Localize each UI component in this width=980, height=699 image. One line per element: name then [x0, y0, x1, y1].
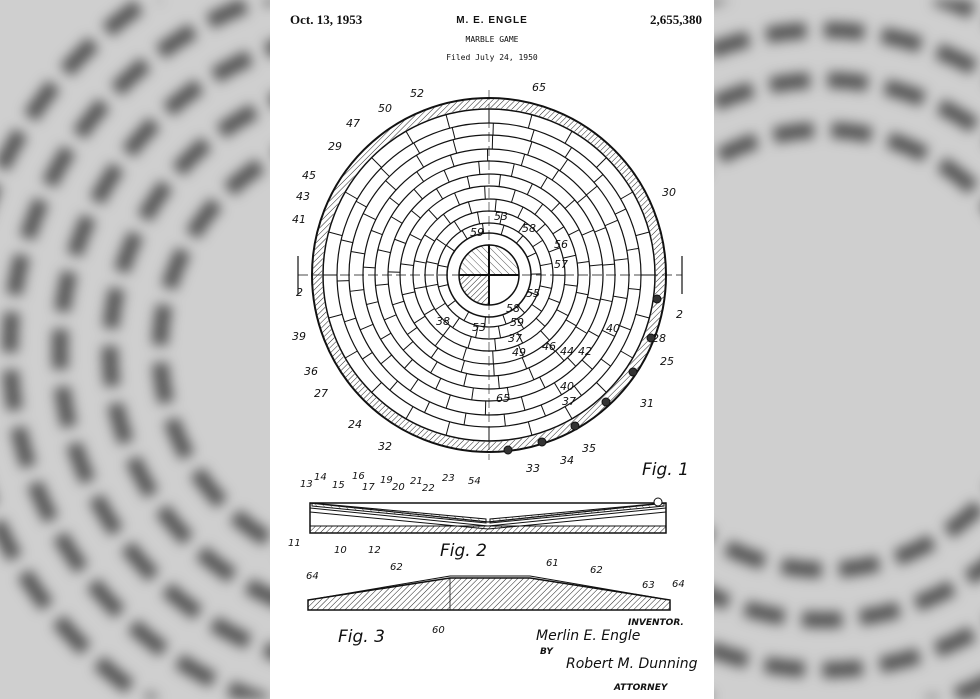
fig1-labels-numeral: 24: [348, 418, 362, 431]
fig1-labels-numeral: 52: [410, 87, 424, 100]
fig1-labels-numeral: 53: [472, 321, 486, 334]
fig1-labels-numeral: 34: [560, 454, 574, 467]
signature-block: [536, 618, 698, 693]
fig1-labels-numeral: 29: [328, 140, 342, 153]
fig1-labels-numeral: 55: [526, 287, 540, 300]
fig1-labels-numeral: 35: [582, 442, 596, 455]
figure-3-section: [308, 576, 670, 610]
fig1-labels-numeral: 42: [578, 345, 592, 358]
by-label: BY: [540, 647, 553, 657]
fig2-labels-numeral: 15: [332, 480, 345, 491]
fig2-labels-numeral: 21: [410, 476, 423, 487]
fig1-caption: Fig. 1: [642, 460, 689, 480]
fig1-labels-numeral: 33: [526, 462, 540, 475]
attorney-caption: ATTORNEY: [614, 683, 668, 693]
fig1-labels-numeral: 56: [554, 238, 568, 251]
fig1-labels-numeral: 50: [378, 102, 392, 115]
patent-date: Oct. 13, 1953: [290, 12, 363, 27]
fig3-labels-numeral: 62: [590, 565, 603, 576]
fig1-labels-numeral: 37: [562, 395, 576, 408]
fig1-labels-numeral: 47: [346, 117, 360, 130]
fig3-caption: Fig. 3: [338, 627, 385, 647]
fig1-labels-numeral: 38: [436, 315, 450, 328]
fig1-labels-numeral: 32: [378, 440, 392, 453]
fig1-labels-numeral: 58: [522, 222, 536, 235]
fig2-labels-numeral: 20: [392, 482, 405, 493]
blurred-background-right: [714, 0, 980, 699]
fig2-labels-numeral: 22: [422, 483, 435, 494]
attorney-signature: Robert M. Dunning: [566, 656, 698, 672]
fig1-labels-numeral: 39: [292, 330, 306, 343]
fig3-labels-numeral: 61: [546, 558, 559, 569]
fig3-labels-numeral: 62: [390, 562, 403, 573]
fig1-labels-numeral: 28: [652, 332, 666, 345]
fig1-labels-numeral: 65: [532, 81, 546, 94]
fig3-labels-numeral: 60: [432, 625, 445, 636]
fig1-labels-numeral: 2: [296, 286, 303, 299]
fig2-caption: Fig. 2: [440, 541, 487, 561]
fig1-labels-numeral: 49: [512, 346, 526, 359]
fig1-labels-numeral: 37: [508, 332, 522, 345]
fig1-labels-numeral: 59: [510, 316, 524, 329]
fig2-labels-numeral: 11: [288, 538, 301, 549]
fig1-labels-numeral: 41: [292, 213, 306, 226]
fig1-labels-numeral: 43: [296, 190, 310, 203]
fig1-labels-numeral: 27: [314, 387, 328, 400]
fig1-labels-numeral: 31: [640, 397, 654, 410]
patent-title: MARBLE GAME: [465, 35, 519, 44]
fig1-labels-numeral: 46: [542, 340, 556, 353]
fig1-labels-numeral: 30: [662, 186, 676, 199]
figure-2-section: [310, 498, 666, 533]
fig3-labels-numeral: 63: [642, 580, 655, 591]
patent-number: 2,655,380: [650, 12, 702, 27]
fig1-labels-numeral: 45: [302, 169, 316, 182]
fig1-labels-numeral: 57: [554, 258, 568, 271]
fig1-labels-numeral: 40: [606, 322, 620, 335]
fig2-labels-numeral: 23: [442, 473, 455, 484]
fig1-labels-numeral: 2: [676, 308, 683, 321]
fig2-labels-numeral: 16: [352, 471, 365, 482]
fig1-labels-numeral: 65: [496, 392, 510, 405]
fig1-labels-numeral: 59: [470, 226, 484, 239]
patent-drawing: [270, 0, 714, 699]
fig2-labels-numeral: 12: [368, 545, 381, 556]
fig2-labels-numeral: 54: [468, 476, 481, 487]
fig3-labels-numeral: 64: [672, 579, 685, 590]
fig1-labels-numeral: 44: [560, 345, 574, 358]
fig1-labels-numeral: 25: [660, 355, 674, 368]
fig2-labels-numeral: 14: [314, 472, 327, 483]
fig2-labels-numeral: 10: [334, 545, 347, 556]
fig1-labels-numeral: 36: [304, 365, 318, 378]
fig1-labels-numeral: 53: [494, 210, 508, 223]
fig2-labels-numeral: 19: [380, 475, 393, 486]
figure-1-board: [298, 90, 682, 460]
blurred-background-left: [0, 0, 270, 699]
inventor-caption: INVENTOR.: [628, 618, 684, 628]
fig1-labels-numeral: 58: [506, 302, 520, 315]
fig1-labels-numeral: 40: [560, 380, 574, 393]
patent-sheet: [270, 0, 714, 699]
inventor-signed-name: Merlin E. Engle: [536, 628, 641, 644]
filed-date: Filed July 24, 1950: [446, 53, 538, 62]
fig3-labels-numeral: 64: [306, 571, 319, 582]
fig2-labels-numeral: 17: [362, 482, 375, 493]
fig2-labels-numeral: 13: [300, 479, 313, 490]
inventor-header: M. E. ENGLE: [456, 15, 528, 26]
